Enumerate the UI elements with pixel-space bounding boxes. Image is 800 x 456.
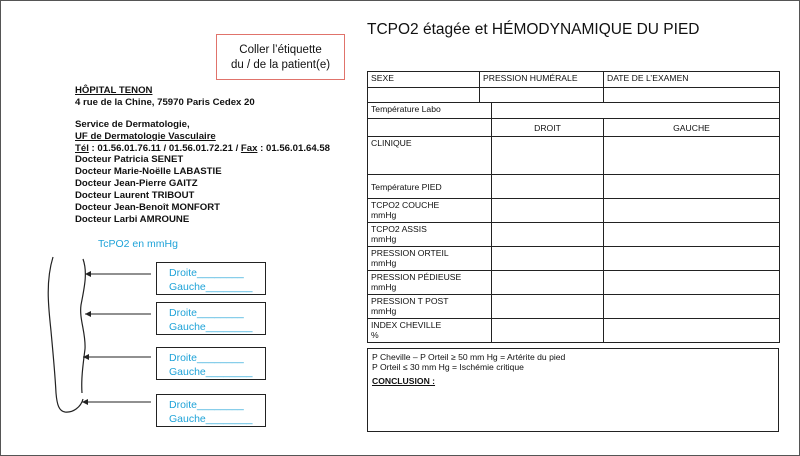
clinique-gauche[interactable]	[604, 137, 780, 175]
table-row	[368, 247, 780, 271]
measure-droit[interactable]	[492, 271, 604, 295]
label-line-1: Coller l’étiquette	[239, 44, 322, 56]
tel-label: Tél	[75, 143, 89, 154]
site-right-field[interactable]: Droite________	[169, 307, 244, 319]
measure-label	[368, 319, 492, 343]
measure-name: PRESSION ORTEIL	[371, 248, 449, 258]
hospital-address: 4 rue de la Chine, 75970 Paris Cedex 20	[75, 97, 255, 108]
site-right-field[interactable]: Droite________	[169, 267, 244, 279]
site-left-field[interactable]: Gauche________	[169, 321, 253, 333]
date-examen-header: DATE DE L’EXAMEN	[604, 72, 780, 88]
conclusion-box[interactable]	[367, 348, 779, 432]
table-row	[368, 119, 780, 137]
measure-unit: mmHg	[371, 234, 397, 244]
fax-label: Fax	[240, 143, 258, 154]
measure-gauche[interactable]	[604, 295, 780, 319]
measure-gauche[interactable]	[604, 319, 780, 343]
tcpo2-site-box[interactable]	[156, 347, 266, 380]
measure-gauche[interactable]	[604, 271, 780, 295]
measure-unit: mmHg	[371, 258, 397, 268]
table-row	[368, 137, 780, 175]
hospital-info	[75, 85, 330, 155]
site-left-field[interactable]: Gauche________	[169, 281, 253, 293]
temp-labo-value[interactable]	[492, 103, 780, 119]
hospital-service: Service de Dermatologie,	[75, 119, 190, 130]
doctor-name: Docteur Larbi AMROUNE	[75, 214, 190, 225]
criteria-note-1: P Cheville – P Orteil ≥ 50 mm Hg = Artérite du pied	[372, 352, 566, 362]
measure-gauche[interactable]	[604, 247, 780, 271]
leg-outline-icon	[41, 253, 161, 418]
measure-unit: mmHg	[371, 306, 397, 316]
measure-name: PRESSION PÉDIEUSE	[371, 272, 462, 282]
measure-label	[368, 295, 492, 319]
measurement-table	[367, 71, 780, 343]
table-row	[368, 175, 780, 199]
temp-pied-label: Température PIED	[368, 175, 492, 199]
measure-droit[interactable]	[492, 247, 604, 271]
table-row	[368, 319, 780, 343]
doctor-list	[75, 154, 222, 226]
conclusion-label: CONCLUSION :	[372, 376, 436, 386]
droit-header: DROIT	[492, 119, 604, 137]
tcpo2-site-box[interactable]	[156, 394, 266, 427]
doctor-name: Docteur Jean-Benoît MONFORT	[75, 202, 220, 213]
clinique-label: CLINIQUE	[368, 137, 492, 175]
temp-labo-label: Température Labo	[368, 103, 492, 119]
site-left-field[interactable]: Gauche________	[169, 366, 253, 378]
fax-number: : 01.56.01.64.58	[257, 143, 330, 154]
clinique-droit[interactable]	[492, 137, 604, 175]
measure-label	[368, 199, 492, 223]
measure-unit: mmHg	[371, 210, 397, 220]
measure-label	[368, 223, 492, 247]
doctor-name: Docteur Patricia SENET	[75, 154, 184, 165]
tcpo2-site-box[interactable]	[156, 262, 266, 295]
tel-numbers: : 01.56.01.76.11 / 01.56.01.72.21 /	[88, 143, 241, 154]
measure-label	[368, 271, 492, 295]
hospital-name: HÔPITAL TENON	[75, 85, 153, 96]
measure-label	[368, 247, 492, 271]
table-row	[368, 72, 780, 88]
pression-humerale-header: PRESSION HUMÉRALE	[480, 72, 604, 88]
temp-pied-gauche[interactable]	[604, 175, 780, 199]
hospital-unit: UF de Dermatologie Vasculaire	[75, 131, 216, 142]
measure-droit[interactable]	[492, 199, 604, 223]
tcpo2-site-box[interactable]	[156, 302, 266, 335]
doctor-name: Docteur Marie-Noëlle LABASTIE	[75, 166, 222, 177]
table-row	[368, 103, 780, 119]
sexe-header: SEXE	[368, 72, 480, 88]
measure-droit[interactable]	[492, 223, 604, 247]
measure-name: TCPO2 ASSIS	[371, 224, 427, 234]
site-left-field[interactable]: Gauche________	[169, 413, 253, 425]
tcpo2-diagram-title: TcPO2 en mmHg	[98, 238, 178, 250]
form-title: TCPO2 étagée et HÉMODYNAMIQUE DU PIED	[367, 21, 700, 38]
measure-name: TCPO2 COUCHE	[371, 200, 440, 210]
table-row	[368, 271, 780, 295]
temp-pied-droit[interactable]	[492, 175, 604, 199]
measure-droit[interactable]	[492, 295, 604, 319]
table-row	[368, 295, 780, 319]
criteria-note-2: P Orteil ≤ 30 mm Hg = Ischémie critique	[372, 362, 524, 372]
measure-unit: %	[371, 330, 379, 340]
measure-gauche[interactable]	[604, 199, 780, 223]
site-right-field[interactable]: Droite________	[169, 352, 244, 364]
doctor-name: Docteur Laurent TRIBOUT	[75, 190, 195, 201]
date-examen-value[interactable]	[604, 88, 780, 103]
measure-gauche[interactable]	[604, 223, 780, 247]
table-row	[368, 223, 780, 247]
sexe-value[interactable]	[368, 88, 480, 103]
measure-name: INDEX CHEVILLE	[371, 320, 442, 330]
measure-unit: mmHg	[371, 282, 397, 292]
gauche-header: GAUCHE	[604, 119, 780, 137]
measure-droit[interactable]	[492, 319, 604, 343]
table-row	[368, 199, 780, 223]
label-line-2: du / de la patient(e)	[230, 59, 331, 71]
site-right-field[interactable]: Droite________	[169, 399, 244, 411]
doctor-name: Docteur Jean-Pierre GAITZ	[75, 178, 198, 189]
measure-name: PRESSION T POST	[371, 296, 449, 306]
patient-label-box	[216, 34, 345, 80]
table-row	[368, 88, 780, 103]
header-blank	[368, 119, 492, 137]
pression-humerale-value[interactable]	[480, 88, 604, 103]
